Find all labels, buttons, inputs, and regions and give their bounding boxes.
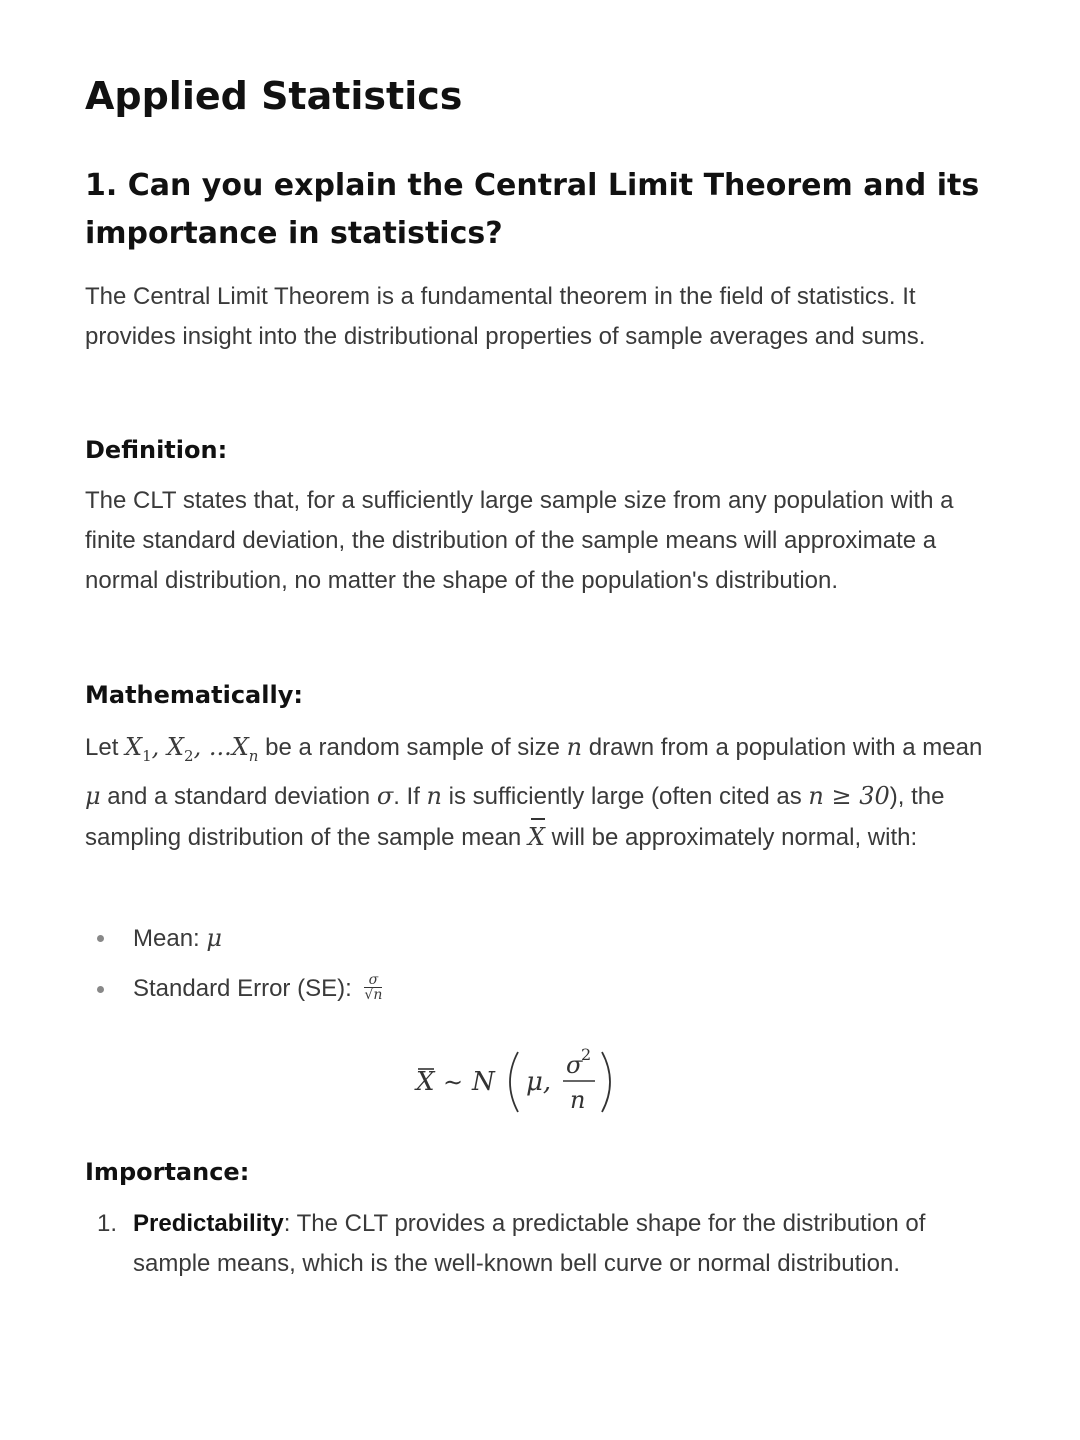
var-sigma: σ (376, 781, 394, 810)
var-n-2: n (426, 781, 443, 810)
definition-paragraph: The CLT states that, for a sufficiently large sample size from any population with a finite standard deviation, the distribution of the sample means will approximate a normal distribution, no matter the shape of the population's distribution. (85, 487, 954, 594)
formula-sigma: σ (566, 1051, 583, 1079)
math-text-3: drawn from a population with a mean (582, 734, 983, 761)
se-denominator: √n (364, 987, 383, 1004)
math-text-1: Let (85, 734, 126, 761)
math-text-7: ), the sampling distribution of the sample mean (85, 782, 945, 851)
list-item (85, 1204, 990, 1284)
math-text-8: will be approximately normal, with: (545, 823, 918, 851)
mean-value: μ (206, 924, 222, 952)
se-fraction (364, 973, 382, 1002)
importance-list (85, 1204, 990, 1284)
se-label: Standard Error (SE): (133, 975, 359, 1002)
math-text-4: and a standard deviation (100, 782, 377, 810)
formula-dist: N (472, 1067, 495, 1097)
var-xbar: X (528, 817, 545, 857)
page-title: Applied Statistics (85, 74, 463, 118)
list-item-standard-error (85, 967, 382, 1018)
se-numerator: σ (364, 973, 382, 988)
importance-heading: Importance: (85, 1158, 250, 1186)
property-list (85, 916, 382, 1018)
formula-exponent: 2 (581, 1045, 592, 1064)
left-paren (510, 1052, 518, 1112)
item-number: 1. (97, 1210, 118, 1237)
item-text: : The CLT provides a predictable shape for the distribution of sample means, which is the well-known bell curve or normal distribution. (133, 1210, 926, 1277)
formula-tilde: ∼ (443, 1068, 464, 1096)
intro-paragraph: The Central Limit Theorem is a fundamental theorem in the field of statistics. It provides insight into the distributional properties of sample averages and sums. (85, 283, 926, 350)
list-item-mean (85, 916, 382, 967)
question-heading: 1. Can you explain the Central Limit Theorem and its importance in statistics? (85, 168, 980, 251)
var-n: n (566, 733, 583, 761)
var-mu: μ (85, 781, 101, 810)
math-text-6: is sufficiently large (often cited as (442, 782, 809, 810)
var-n-geq-30: n ≥ 30 (808, 781, 890, 810)
clt-formula-svg (410, 1040, 670, 1120)
math-text-5: . If (393, 782, 427, 810)
item-bold-label: Predictability (133, 1210, 284, 1237)
mathematically-paragraph (85, 727, 990, 858)
mathematically-heading: Mathematically: (85, 681, 303, 709)
formula-lhs: X (416, 1067, 435, 1097)
definition-heading: Definition: (85, 436, 228, 464)
formula-mu: μ, (526, 1067, 552, 1097)
right-paren (602, 1052, 610, 1112)
bullet-dot-icon (97, 986, 104, 993)
mean-label: Mean: (133, 925, 207, 952)
math-text-2: be a random sample of size (258, 734, 567, 761)
sample-variables: $X_1$, $X_2$, $...X_n$ (125, 733, 259, 765)
clt-formula (0, 1040, 1080, 1120)
bullet-dot-icon (97, 935, 104, 942)
formula-n: n (570, 1086, 586, 1114)
